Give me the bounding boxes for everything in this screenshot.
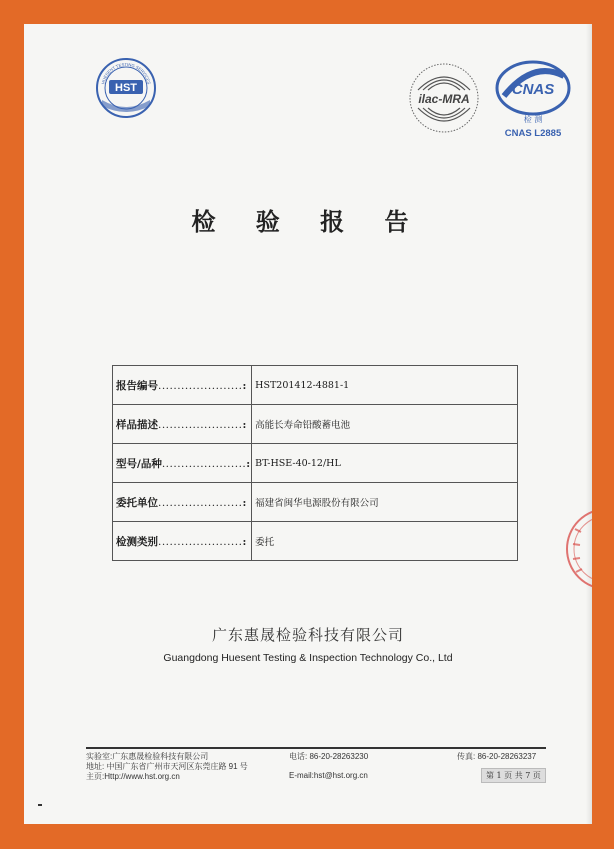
page-indicator: 第 1 页 共 7 页 <box>481 768 546 783</box>
footer-lab: 实验室:广东惠晟检验科技有限公司 <box>86 752 209 761</box>
table-row <box>113 483 518 522</box>
ilac-mra-logo <box>406 60 482 138</box>
cnas-logo-code: CNAS L2885 <box>504 128 562 139</box>
row-label-cell: 报告编号......................: <box>113 366 252 405</box>
footer-address: 地址: 中国广东省广州市天河区东莞庄路 91 号 <box>86 762 248 771</box>
margin-mark <box>38 804 42 806</box>
footer-homepage: 主页:Http://www.hst.org.cn <box>86 772 180 781</box>
field-dots: ...................... <box>158 379 243 392</box>
red-seal-stamp <box>565 504 592 594</box>
company-name-en: Guangdong Huesent Testing & Inspection Technology Co., Ltd <box>163 652 453 664</box>
paper-edge-shadow <box>586 24 592 824</box>
report-page <box>24 24 592 824</box>
footer-email: E-mail:hst@hst.org.cn <box>289 771 368 780</box>
field-label: 型号/品种 <box>116 457 162 470</box>
table-row <box>113 366 518 405</box>
model-value: BT-HSE-40-12/HL <box>252 444 518 483</box>
field-dots: ...................... <box>161 457 247 470</box>
footer-fax: 传真: 86-20-28263237 <box>457 752 537 761</box>
field-label: 检测类别 <box>116 535 158 548</box>
sample-description-value: 高能长寿命铅酸蓄电池 <box>252 405 518 444</box>
table-row <box>113 444 518 483</box>
row-label-cell: 检测类别......................: <box>113 522 252 561</box>
client-value: 福建省闽华电源股份有限公司 <box>252 483 518 522</box>
hst-logo-text: HST <box>115 82 137 94</box>
field-dots: ...................... <box>158 496 243 509</box>
hst-logo-ring-text: HUESENT TESTING SERVICES <box>100 61 152 85</box>
ilac-mra-logo-text: ilac-MRA <box>418 92 470 106</box>
table-row <box>113 405 518 444</box>
table-row <box>113 522 518 561</box>
field-label: 委托单位 <box>116 496 158 509</box>
row-label-cell: 型号/品种......................: <box>113 444 252 483</box>
report-info-table <box>112 365 518 561</box>
footer-divider <box>86 747 546 749</box>
cnas-logo-text: CNAS <box>511 81 555 98</box>
footer-phone: 电话: 86-20-28263230 <box>289 752 369 761</box>
company-name-cn: 广东惠晟检验科技有限公司 <box>211 626 404 644</box>
row-label-cell: 委托单位......................: <box>113 483 252 522</box>
field-dots: ...................... <box>158 535 243 548</box>
field-dots: ...................... <box>158 418 243 431</box>
field-label: 样品描述 <box>116 418 158 431</box>
report-number-value: HST201412-4881-1 <box>252 366 518 405</box>
field-label: 报告编号 <box>116 379 158 392</box>
cnas-logo <box>492 58 574 144</box>
cnas-logo-sub: 检 测 <box>523 115 543 124</box>
row-label-cell: 样品描述......................: <box>113 405 252 444</box>
hst-logo <box>94 56 158 120</box>
report-title: 检 验 报 告 <box>191 207 425 236</box>
test-category-value: 委托 <box>252 522 518 561</box>
